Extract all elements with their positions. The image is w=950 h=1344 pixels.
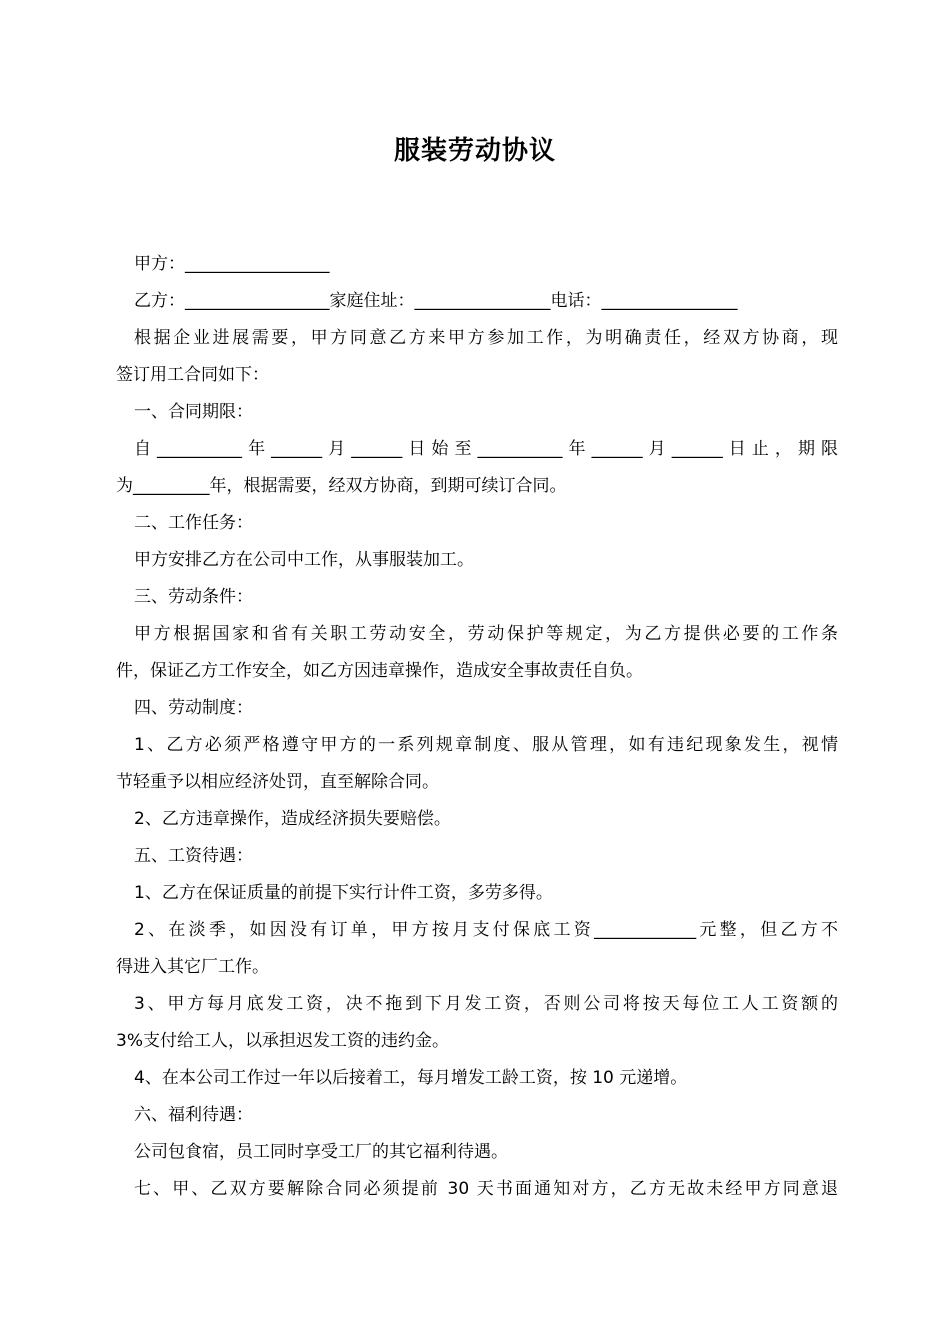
party-b-line: 乙方：_________________家庭住址：________________电话：________________ xyxy=(134,291,738,311)
paragraph-line: 自__________年______月______日始至__________年______月______日止，期限 xyxy=(134,439,838,459)
section-heading: 四、劳动制度： xyxy=(134,698,253,718)
document-body xyxy=(116,246,838,1208)
paragraph-line: 2、在淡季，如因没有订单，甲方按月支付保底工资____________元整，但乙方不 xyxy=(134,920,838,940)
paragraph-line: 签订用工合同如下： xyxy=(116,365,269,385)
paragraph-line: 为_________年，根据需要，经双方协商，到期可续订合同。 xyxy=(116,476,567,496)
section-heading: 六、福利待遇： xyxy=(134,1105,253,1125)
section-heading: 二、工作任务： xyxy=(134,513,253,533)
paragraph-line: 节轻重予以相应经济处罚，直至解除合同。 xyxy=(116,772,439,792)
paragraph-line: 1、乙方必须严格遵守甲方的一系列规章制度、服从管理，如有违纪现象发生，视情 xyxy=(134,735,838,755)
paragraph-line: 甲方根据国家和省有关职工劳动安全，劳动保护等规定，为乙方提供必要的工作条 xyxy=(134,624,838,644)
paragraph-line: 公司包食宿，员工同时享受工厂的其它福利待遇。 xyxy=(134,1142,508,1162)
section-heading: 三、劳动条件： xyxy=(134,587,253,607)
paragraph-line: 3、甲方每月底发工资，决不拖到下月发工资，否则公司将按天每位工人工资额的 xyxy=(134,994,838,1014)
paragraph-line: 七、甲、乙双方要解除合同必须提前 30 天书面通知对方，乙方无故未经甲方同意退 xyxy=(134,1179,838,1199)
paragraph-line: 4、在本公司工作过一年以后接着工，每月增发工龄工资，按 10 元递增。 xyxy=(134,1068,688,1088)
paragraph-line: 根据企业进展需要，甲方同意乙方来甲方参加工作，为明确责任，经双方协商，现 xyxy=(134,328,838,348)
paragraph-line: 甲方安排乙方在公司中工作，从事服装加工。 xyxy=(134,550,474,570)
paragraph-line: 件，保证乙方工作安全，如乙方因违章操作，造成安全事故责任自负。 xyxy=(116,661,643,681)
section-heading: 一、合同期限： xyxy=(134,402,253,422)
section-heading: 五、工资待遇： xyxy=(134,846,253,866)
paragraph-line: 得进入其它厂工作。 xyxy=(116,957,269,977)
paragraph-line: 3%支付给工人，以承担迟发工资的违约金。 xyxy=(116,1031,449,1051)
document-title: 服装劳动协议 xyxy=(393,136,556,166)
paragraph-line: 2、乙方违章操作，造成经济损失要赔偿。 xyxy=(134,809,451,829)
paragraph-line: 1、乙方在保证质量的前提下实行计件工资，多劳多得。 xyxy=(134,883,553,903)
party-a-line: 甲方：_________________ xyxy=(134,254,330,274)
